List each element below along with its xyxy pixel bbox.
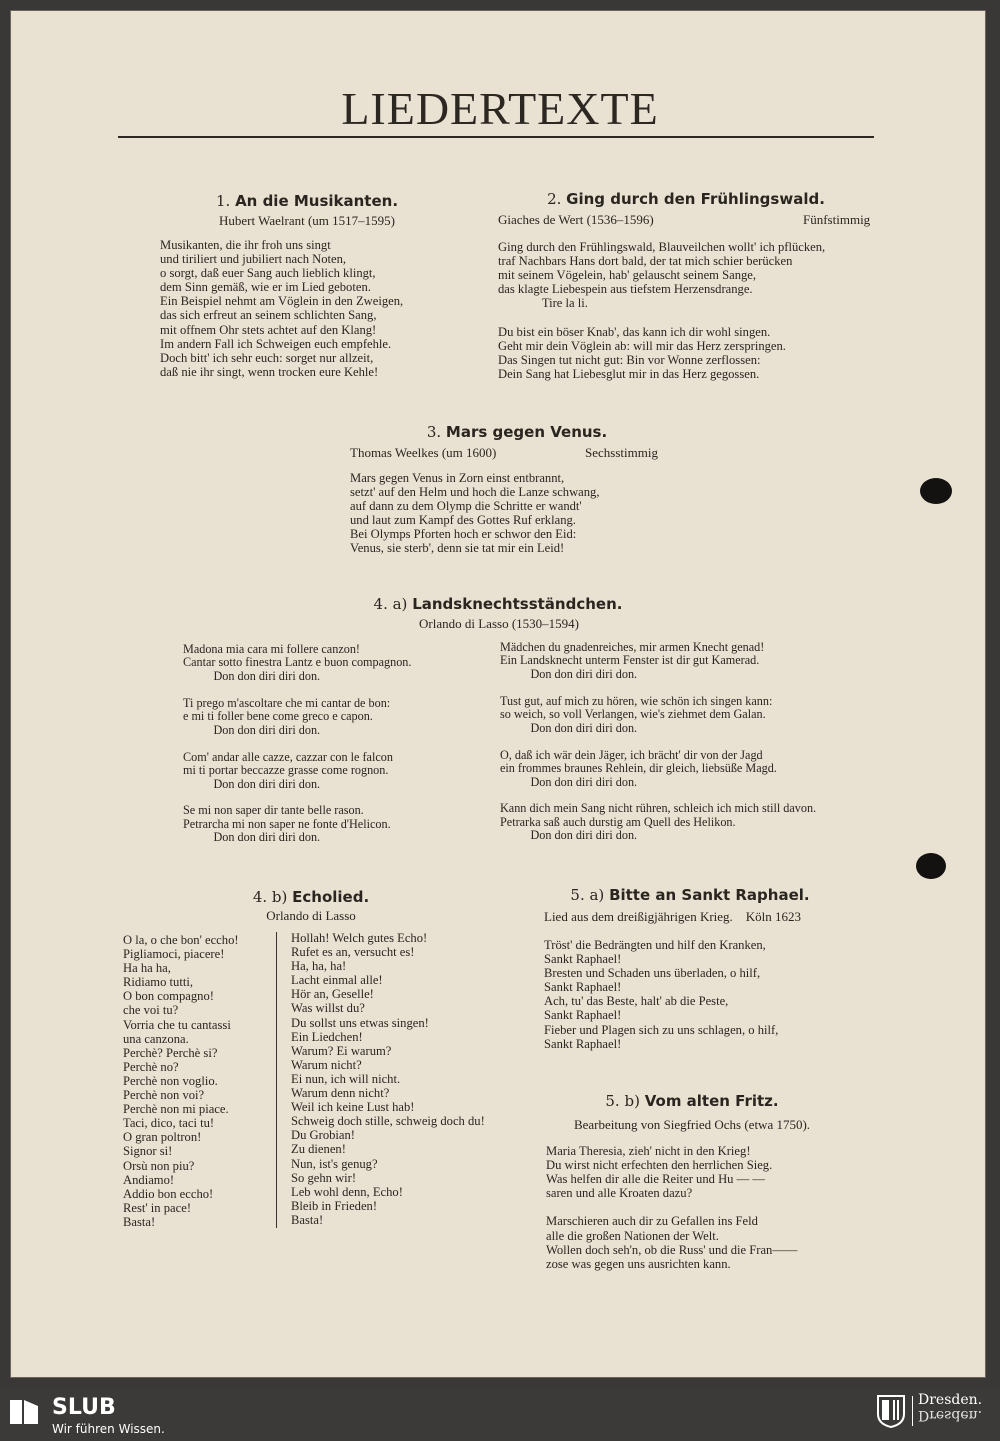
dresden-wordmark[interactable]: Dresden. bbox=[918, 1392, 983, 1408]
song-5b-arranger: Bearbeitung von Siegfried Ochs (etwa 1750). bbox=[573, 1117, 811, 1132]
song-1-composer: Hubert Waelrant (um 1517–1595) bbox=[219, 213, 395, 228]
song-2-title: Ging durch den Frühlingswald. bbox=[566, 190, 825, 208]
song-5a-heading bbox=[570, 886, 809, 904]
slub-brand[interactable]: SLUB bbox=[52, 1395, 116, 1420]
song-4b-lyrics-german: Hollah! Welch gutes Echo! Rufet es an, versucht es! Ha, ha, ha! Lacht einmal alle! Hör an, Geselle! Was willst du? Du sollst uns etwas singen! Ein Liedchen! Warum? Ei warum? Warum nicht? Ei nun, ich will nicht. Warum denn nicht? Weil ich keine Lust hab! Schweig doch stille, schweig doch du! Du Grobian! Zu dienen! Nun, ist's genug? So gehn wir! Leb wohl denn, Echo! Bleib in Frieden! Basta! bbox=[291, 931, 485, 1227]
song-2-heading bbox=[547, 190, 825, 208]
song-1-lyrics: Musikanten, die ihr froh uns singt und tiriliert und jubiliert nach Noten, o sorgt, daß euer Sang auch lieblich klingt, dem Sinn gemäß, wie er im Lied geboten. Ein Beispiel nehmt am Vöglein in den Zweigen, das sich erfreut an seinem schlichten Sang, mit offnem Ohr stets achtet auf den Klang! Im andern Fall ich Schweigen euch empfehle. Doch bitt' ich sehr euch: sorget nur allzeit, daß nie ihr singt, wenn trocken eure Kehle! bbox=[160, 238, 404, 379]
song-4b-title: Echolied. bbox=[292, 888, 370, 906]
song-5b-title: Vom alten Fritz. bbox=[644, 1092, 779, 1110]
song-3-number: 3. bbox=[426, 423, 442, 441]
song-4a-title: Landsknechtsständchen. bbox=[412, 595, 623, 613]
song-2-voices: Fünfstimmig bbox=[803, 212, 871, 227]
song-5b-heading bbox=[605, 1092, 778, 1110]
song-5a-title: Bitte an Sankt Raphael. bbox=[609, 886, 810, 904]
footer-bar bbox=[0, 1388, 1000, 1441]
song-5b-lyrics: Maria Theresia, zieh' nicht in den Krieg! Du wirst nicht erfechten den herrlichen Sieg. Was helfen dir alle die Reiter und Hu — — saren und alle Kroaten dazu? Marschieren auch dir zu Gefallen ins Feld alle die großen Nationen der Welt. Wollen doch seh'n, ob die Russ' und die Fran—— zose was gegen uns ausrichten kann. bbox=[546, 1144, 798, 1271]
title-rule bbox=[118, 136, 874, 138]
footer-divider bbox=[912, 1396, 913, 1426]
song-4b-lyrics-italian: O la, o che bon' eccho! Pigliamoci, piacere! Ha ha ha, Ridiamo tutti, O bon compagno! che voi tu? Vorria che tu cantassi una canzona. Perchè? Perchè si? Perchè no? Perchè non voglio. Perchè non voi? Perchè non mi piace. Taci, dico, taci tu! O gran poltron! Signor si! Orsù non piu? Andiamo! Addio bon eccho! Rest' in pace! Basta! bbox=[123, 933, 239, 1229]
song-4b-heading bbox=[253, 888, 369, 906]
song-4a-lyrics-german: Mädchen du gnadenreiches, mir armen Knecht genad! Ein Landsknecht unterm Fenster ist dir gut Kamerad. Don don diri diri don. Tust gut, auf mich zu hören, wie schön ich singen kann: so weich, so voll Verlangen, wie's ziehmet dem Galan. Don don diri diri don. O, daß ich wär dein Jäger, ich brächt' dir von der Jagd ein frommes braunes Rehlein, dir gleich, liebsüße Magd. Don don diri diri don. Kann dich mein Sang nicht rühren, schleich ich mich still davon. Petrarka saß auch durstig am Quell des Helikon. Don don diri diri don. bbox=[500, 640, 817, 843]
dresden-crest-icon bbox=[876, 1394, 906, 1428]
dresden-wordmark-mirror: Dresden. bbox=[918, 1407, 983, 1423]
song-1-heading bbox=[216, 192, 398, 210]
punch-hole bbox=[916, 853, 946, 879]
song-2-composer: Giaches de Wert (1536–1596) bbox=[498, 212, 654, 227]
ink-blot bbox=[920, 478, 952, 504]
song-5a-source: Lied aus dem dreißigjährigen Krieg. Köln 1623 bbox=[544, 909, 802, 924]
song-4a-lyrics-italian: Madona mia cara mi follere canzon! Cantar sotto finestra Lantz e buon compagnon. Don don diri diri don. Ti prego m'ascoltare che mi cantar de bon: e mi ti foller bene come greco e capon. Don don diri diri don. Com' andar alle cazze, cazzar con le falcon mi ti portar beccazze grasse come rognon. Don don diri diri don. Se mi non saper dir tante belle rason. Petrarcha mi non saper ne fonte d'Helicon. Don don diri diri don. bbox=[183, 642, 412, 845]
song-4a-number: 4. a) bbox=[373, 595, 408, 613]
song-3-heading bbox=[427, 423, 607, 441]
song-1-number: 1. bbox=[215, 192, 231, 210]
song-5a-number: 5. a) bbox=[570, 886, 605, 904]
song-3-composer: Thomas Weelkes (um 1600) bbox=[350, 445, 497, 460]
page-title: LIEDERTEXTE bbox=[341, 83, 659, 134]
song-3-voices: Sechsstimmig bbox=[585, 445, 658, 460]
slub-logo-icon bbox=[8, 1396, 40, 1428]
echolied-divider bbox=[276, 932, 277, 1228]
song-2-number: 2. bbox=[547, 190, 562, 208]
song-3-title: Mars gegen Venus. bbox=[445, 423, 608, 441]
song-5b-number: 5. b) bbox=[605, 1092, 640, 1110]
song-4b-composer: Orlando di Lasso bbox=[266, 908, 356, 923]
song-3-lyrics: Mars gegen Venus in Zorn einst entbrannt, setzt' auf den Helm und hoch die Lanze schwang, auf dann zu dem Olymp die Schritte er wandt' und laut zum Kampf des Gottes Ruf erklang. Bei Olymps Pforten hoch er schwor den Eid: Venus, sie sterb', denn sie tat mir ein Leid! bbox=[350, 471, 600, 556]
song-4a-heading bbox=[374, 595, 623, 613]
song-5a-lyrics: Tröst' die Bedrängten und hilf den Kranken, Sankt Raphael! Bresten und Schaden uns überladen, o hilf, Sankt Raphael! Ach, tu' das Beste, halt' ab die Peste, Sankt Raphael! Fieber und Plagen sich zu uns schlagen, o hilf, Sankt Raphael! bbox=[544, 938, 779, 1051]
slub-tagline: Wir führen Wissen. bbox=[52, 1422, 165, 1436]
song-4a-composer: Orlando di Lasso (1530–1594) bbox=[419, 616, 579, 631]
song-2-lyrics: Ging durch den Frühlingswald, Blauveilchen wollt' ich pflücken, traf Nachbars Hans dort bald, der tat mich schier berücken mit seinem Vögelein, hab' gelauscht seinem Sange, das klagte Liebespein aus tiefstem Herzensdrange. Tire la li. Du bist ein böser Knab', das kann ich dir wohl singen. Geht mir dein Vöglein ab: will mir das Herz zerspringen. Das Singen tut nicht gut: Bin vor Wonne zerflossen: Dein Sang hat Liebesglut mir in das Herz gegossen. bbox=[498, 240, 826, 381]
song-4b-number: 4. b) bbox=[252, 888, 288, 906]
song-1-title: An die Musikanten. bbox=[235, 192, 399, 210]
